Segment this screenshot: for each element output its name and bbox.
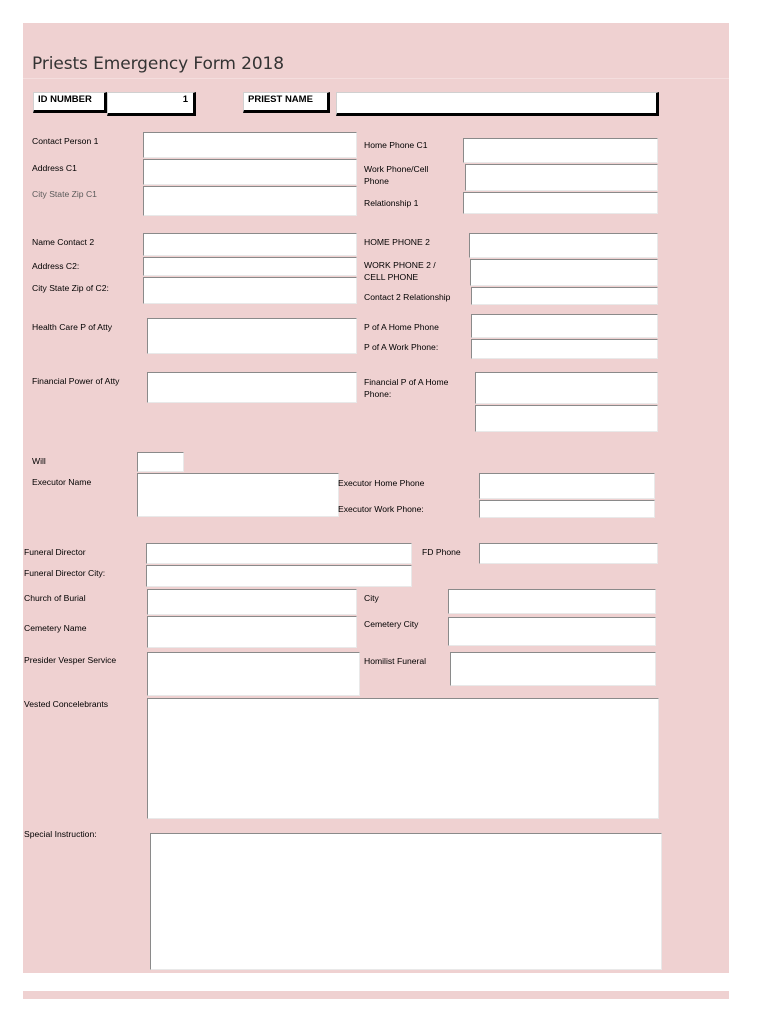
homilist-funeral-label: Homilist Funeral [364,656,427,666]
vested-concelebrants-field[interactable] [147,698,659,819]
footer-strip [23,991,729,999]
home-phone-2-label: HOME PHONE 2 [364,237,430,247]
executor-home-phone-field[interactable] [479,473,655,499]
financial-poa-home-phone-field[interactable] [475,372,658,404]
funeral-director-city-field[interactable] [146,565,412,587]
city-state-zip-c2-label: City State Zip of C2: [32,283,109,293]
executor-work-phone-label: Executor Work Phone: [338,504,424,514]
contact-person-1-label: Contact Person 1 [32,136,99,146]
city-state-zip-c2-field[interactable] [143,277,357,304]
priest-name-label: PRIEST NAME [243,92,330,113]
name-contact-2-field[interactable] [143,233,357,256]
id-number-label: ID NUMBER [33,92,107,113]
work-phone-2-label-line2: CELL PHONE [364,272,419,282]
church-of-burial-label: Church of Burial [24,593,86,603]
executor-name-label: Executor Name [32,477,92,487]
funeral-director-field[interactable] [146,543,412,564]
fd-phone-label: FD Phone [422,547,461,557]
poa-home-phone-label: P of A Home Phone [364,322,439,332]
presider-vesper-field[interactable] [147,652,360,696]
home-phone-c1-field[interactable] [463,138,658,163]
address-c1-label: Address C1 [32,163,77,173]
burial-city-field[interactable] [448,589,656,614]
work-phone-cell-c1-field[interactable] [465,164,658,191]
financial-poa-home-label-line1: Financial P of A Home [364,377,449,387]
home-phone-2-field[interactable] [469,233,658,258]
vested-concelebrants-label: Vested Concelebrants [24,699,109,709]
executor-name-field[interactable] [137,473,339,517]
burial-city-label: City [364,593,379,603]
form-title: Priests Emergency Form 2018 [32,54,284,74]
funeral-director-city-label: Funeral Director City: [24,568,106,578]
presider-vesper-label: Presider Vesper Service [24,655,117,665]
financial-poa-label: Financial Power of Atty [32,376,120,386]
poa-work-phone-label: P of A Work Phone: [364,342,439,352]
financial-poa-field[interactable] [147,372,357,403]
address-c2-label: Address C2: [32,261,80,271]
contact-2-relationship-label: Contact 2 Relationship [364,292,451,302]
address-c2-field[interactable] [143,257,357,276]
health-care-poa-field[interactable] [147,318,357,354]
church-of-burial-field[interactable] [147,589,357,615]
homilist-funeral-field[interactable] [450,652,656,686]
relationship-1-label: Relationship 1 [364,198,419,208]
priest-name-field[interactable] [336,92,659,116]
special-instruction-field[interactable] [150,833,662,970]
city-state-zip-c1-label: City State Zip C1 [32,189,97,199]
funeral-director-label: Funeral Director [24,547,86,557]
fd-phone-field[interactable] [479,543,658,564]
cemetery-city-label: Cemetery City [364,619,419,629]
work-phone-cell-label-line1: Work Phone/Cell [364,164,429,174]
relationship-1-field[interactable] [463,192,658,214]
city-state-zip-c1-field[interactable] [143,186,357,216]
poa-home-phone-field[interactable] [471,314,658,338]
work-phone-2-label-line1: WORK PHONE 2 / [364,260,436,270]
contact-person-1-field[interactable] [143,132,357,158]
work-phone-cell-label-line2: Phone [364,176,389,186]
name-contact-2-label: Name Contact 2 [32,237,95,247]
financial-poa-home-label-line2: Phone: [364,389,392,399]
title-divider [23,78,729,79]
poa-work-phone-field[interactable] [471,339,658,359]
home-phone-c1-label: Home Phone C1 [364,140,428,150]
will-field[interactable] [137,452,184,472]
executor-work-phone-field[interactable] [479,500,655,518]
special-instruction-label: Special Instruction: [24,829,97,839]
work-phone-2-field[interactable] [470,259,658,286]
will-label: Will [32,456,46,466]
address-c1-field[interactable] [143,159,357,185]
contact-2-relationship-field[interactable] [471,287,658,305]
executor-home-phone-label: Executor Home Phone [338,478,425,488]
health-care-poa-label: Health Care P of Atty [32,322,113,332]
financial-poa-second-field[interactable] [475,405,658,432]
cemetery-name-label: Cemetery Name [24,623,87,633]
id-number-field[interactable]: 1 [107,92,196,116]
cemetery-name-field[interactable] [147,616,357,648]
cemetery-city-field[interactable] [448,617,656,646]
